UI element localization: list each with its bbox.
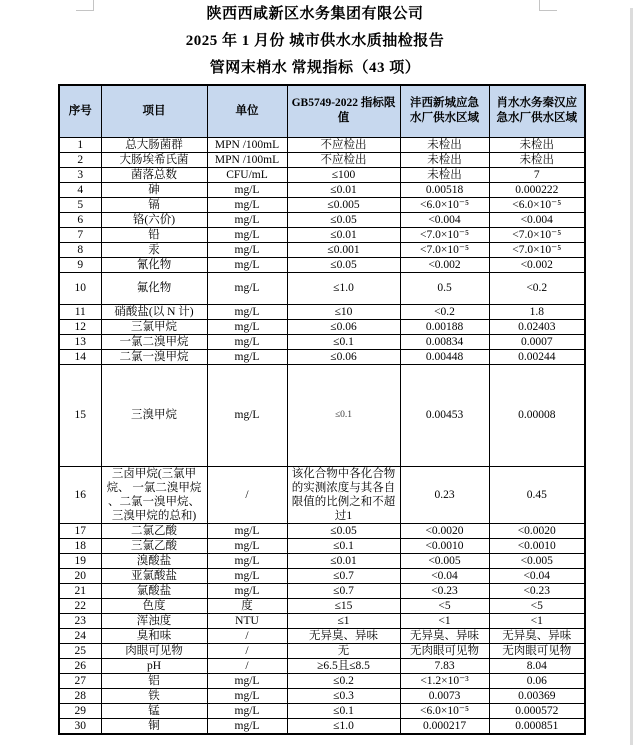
cell-fengxi-result: 未检出: [400, 167, 489, 182]
cell-fengxi-result: 0.0073: [400, 688, 489, 703]
cell-qinhan-result: 0.000222: [489, 182, 585, 197]
cell-parameter-name: 总大肠菌群: [101, 137, 207, 152]
table-row: [59, 182, 585, 197]
cell-qinhan-result: <1: [489, 613, 585, 628]
cell-parameter-name: 三氯甲烷: [101, 319, 207, 334]
column-header-limit: GB5749-2022 指标限值: [287, 85, 400, 137]
cell-qinhan-result: <0.005: [489, 553, 585, 568]
table-row: [59, 613, 585, 628]
cell-fengxi-result: <0.002: [400, 257, 489, 272]
cell-fengxi-result: 无异臭、异味: [400, 628, 489, 643]
table-row: [59, 568, 585, 583]
cell-serial-number: 25: [59, 643, 101, 658]
cell-serial-number: 18: [59, 538, 101, 553]
document-header: [0, 6, 630, 87]
column-header-fengxi-plant: 沣西新城应急水厂供水区域: [400, 85, 489, 137]
cell-limit-value: ≤0.2: [287, 673, 400, 688]
cell-serial-number: 5: [59, 197, 101, 212]
cell-serial-number: 2: [59, 152, 101, 167]
cell-limit-value: ≤0.001: [287, 242, 400, 257]
cell-qinhan-result: <0.0020: [489, 523, 585, 538]
cell-fengxi-result: 0.00448: [400, 349, 489, 364]
cell-unit: mg/L: [207, 334, 287, 349]
cell-parameter-name: 硝酸盐(以 N 计): [101, 304, 207, 319]
cell-serial-number: 4: [59, 182, 101, 197]
cell-serial-number: 21: [59, 583, 101, 598]
cell-parameter-name: 三氯乙酸: [101, 538, 207, 553]
table-row: [59, 152, 585, 167]
cell-parameter-name: 浑浊度: [101, 613, 207, 628]
cell-serial-number: 24: [59, 628, 101, 643]
table-row: [59, 319, 585, 334]
table-row: [59, 523, 585, 538]
water-quality-table: [58, 84, 586, 735]
cell-fengxi-result: <1: [400, 613, 489, 628]
cell-limit-value: ≤15: [287, 598, 400, 613]
table-row: [59, 257, 585, 272]
cell-qinhan-result: 无异臭、异味: [489, 628, 585, 643]
table-row: [59, 272, 585, 304]
cell-limit-value: ≤0.1: [287, 703, 400, 718]
cell-fengxi-result: 未检出: [400, 137, 489, 152]
cell-limit-value: ≤100: [287, 167, 400, 182]
cell-unit: MPN /100mL: [207, 137, 287, 152]
cell-serial-number: 22: [59, 598, 101, 613]
cell-serial-number: 27: [59, 673, 101, 688]
cell-qinhan-result: <5: [489, 598, 585, 613]
company-title: 陕西西咸新区水务集团有限公司: [206, 6, 424, 22]
cell-qinhan-result: 0.00244: [489, 349, 585, 364]
cell-limit-value: 无: [287, 643, 400, 658]
cell-fengxi-result: 0.00834: [400, 334, 489, 349]
column-header-no: 序号: [59, 85, 101, 137]
cell-unit: CFU/mL: [207, 167, 287, 182]
cell-serial-number: 10: [59, 272, 101, 304]
table-row: [59, 197, 585, 212]
table-row: [59, 137, 585, 152]
cell-fengxi-result: <0.004: [400, 212, 489, 227]
cell-unit: mg/L: [207, 583, 287, 598]
cell-fengxi-result: <7.0×10⁻⁵: [400, 242, 489, 257]
table-row: [59, 349, 585, 364]
cell-limit-value: ≤0.06: [287, 319, 400, 334]
cell-qinhan-result: 未检出: [489, 137, 585, 152]
cell-qinhan-result: 0.45: [489, 466, 585, 523]
cell-parameter-name: 大肠埃希氏菌: [101, 152, 207, 167]
cell-serial-number: 6: [59, 212, 101, 227]
cell-qinhan-result: 0.00008: [489, 364, 585, 466]
cell-parameter-name: 菌落总数: [101, 167, 207, 182]
section-title: 管网末梢水 常规指标（43 项）: [209, 60, 421, 76]
column-header-item: 项目: [101, 85, 207, 137]
cell-parameter-name: 溴酸盐: [101, 553, 207, 568]
cell-unit: 度: [207, 598, 287, 613]
table-row: [59, 364, 585, 466]
cell-fengxi-result: <0.04: [400, 568, 489, 583]
cell-parameter-name: 锰: [101, 703, 207, 718]
cell-fengxi-result: 0.00188: [400, 319, 489, 334]
cell-serial-number: 20: [59, 568, 101, 583]
table-row: [59, 538, 585, 553]
cell-fengxi-result: 未检出: [400, 152, 489, 167]
cell-fengxi-result: <0.0010: [400, 538, 489, 553]
cell-limit-value: ≤0.05: [287, 257, 400, 272]
cell-qinhan-result: <0.04: [489, 568, 585, 583]
cell-limit-value: 不应检出: [287, 152, 400, 167]
cell-unit: mg/L: [207, 688, 287, 703]
table-row: [59, 703, 585, 718]
cell-serial-number: 9: [59, 257, 101, 272]
cell-qinhan-result: <7.0×10⁻⁵: [489, 242, 585, 257]
cell-qinhan-result: <0.23: [489, 583, 585, 598]
table-row: [59, 643, 585, 658]
cell-fengxi-result: 0.5: [400, 272, 489, 304]
page-edge: [630, 8, 633, 745]
cell-limit-value: ≤0.7: [287, 568, 400, 583]
cell-unit: mg/L: [207, 319, 287, 334]
cell-qinhan-result: 0.06: [489, 673, 585, 688]
cell-parameter-name: 铅: [101, 227, 207, 242]
cell-serial-number: 23: [59, 613, 101, 628]
cell-unit: /: [207, 658, 287, 673]
table-body: [59, 137, 585, 734]
cell-parameter-name: 色度: [101, 598, 207, 613]
cell-serial-number: 29: [59, 703, 101, 718]
cell-limit-value: ≤0.7: [287, 583, 400, 598]
cell-parameter-name: pH: [101, 658, 207, 673]
cell-limit-value: ≤0.1: [287, 334, 400, 349]
table-row: [59, 212, 585, 227]
cell-unit: mg/L: [207, 553, 287, 568]
cell-parameter-name: 二氯一溴甲烷: [101, 349, 207, 364]
cell-qinhan-result: <6.0×10⁻⁵: [489, 197, 585, 212]
cell-fengxi-result: <7.0×10⁻⁵: [400, 227, 489, 242]
table-header: [59, 85, 585, 137]
cell-serial-number: 11: [59, 304, 101, 319]
cell-serial-number: 14: [59, 349, 101, 364]
cell-qinhan-result: 0.000572: [489, 703, 585, 718]
cell-qinhan-result: 0.02403: [489, 319, 585, 334]
cell-serial-number: 16: [59, 466, 101, 523]
cell-parameter-name: 三溴甲烷: [101, 364, 207, 466]
cell-fengxi-result: 0.000217: [400, 718, 489, 734]
cell-fengxi-result: 0.23: [400, 466, 489, 523]
cell-limit-value: ≤1.0: [287, 272, 400, 304]
cell-limit-value: ≥6.5且≤8.5: [287, 658, 400, 673]
cell-fengxi-result: <0.005: [400, 553, 489, 568]
cell-unit: mg/L: [207, 197, 287, 212]
table-row: [59, 167, 585, 182]
cell-parameter-name: 二氯乙酸: [101, 523, 207, 538]
cell-unit: mg/L: [207, 673, 287, 688]
cell-qinhan-result: <0.2: [489, 272, 585, 304]
cell-fengxi-result: 7.83: [400, 658, 489, 673]
cell-serial-number: 28: [59, 688, 101, 703]
cell-limit-value: 该化合物中各化合物的实测浓度与其各自限值的比例之和不超过1: [287, 466, 400, 523]
cell-fengxi-result: <1.2×10⁻³: [400, 673, 489, 688]
cell-qinhan-result: 0.000851: [489, 718, 585, 734]
table-row: [59, 242, 585, 257]
column-header-unit: 单位: [207, 85, 287, 137]
cell-fengxi-result: <0.23: [400, 583, 489, 598]
cell-serial-number: 19: [59, 553, 101, 568]
table-row: [59, 658, 585, 673]
cell-parameter-name: 亚氯酸盐: [101, 568, 207, 583]
cell-qinhan-result: 1.8: [489, 304, 585, 319]
cell-unit: /: [207, 643, 287, 658]
table-row: [59, 304, 585, 319]
cell-qinhan-result: <0.004: [489, 212, 585, 227]
cell-parameter-name: 铁: [101, 688, 207, 703]
cell-qinhan-result: 7: [489, 167, 585, 182]
cell-serial-number: 13: [59, 334, 101, 349]
cell-unit: mg/L: [207, 227, 287, 242]
cell-fengxi-result: <6.0×10⁻⁵: [400, 703, 489, 718]
cell-fengxi-result: <5: [400, 598, 489, 613]
cell-limit-value: ≤0.01: [287, 553, 400, 568]
cell-fengxi-result: 无肉眼可见物: [400, 643, 489, 658]
report-title: 2025 年 1 月份 城市供水水质抽检报告: [185, 33, 445, 49]
cell-unit: NTU: [207, 613, 287, 628]
cell-limit-value: ≤0.01: [287, 182, 400, 197]
cell-limit-value: 不应检出: [287, 137, 400, 152]
column-header-qinhan-plant: 肖水水务秦汉应急水厂供水区域: [489, 85, 585, 137]
cell-parameter-name: 臭和味: [101, 628, 207, 643]
cell-qinhan-result: 未检出: [489, 152, 585, 167]
cell-qinhan-result: <7.0×10⁻⁵: [489, 227, 585, 242]
table-row: [59, 688, 585, 703]
table-row: [59, 334, 585, 349]
cell-parameter-name: 氟化物: [101, 272, 207, 304]
cell-fengxi-result: <0.2: [400, 304, 489, 319]
cell-serial-number: 7: [59, 227, 101, 242]
cell-unit: mg/L: [207, 364, 287, 466]
cell-unit: /: [207, 628, 287, 643]
cell-unit: mg/L: [207, 272, 287, 304]
cell-parameter-name: 肉眼可见物: [101, 643, 207, 658]
cell-limit-value: ≤0.005: [287, 197, 400, 212]
cell-unit: mg/L: [207, 242, 287, 257]
cell-limit-value: ≤0.1: [287, 364, 400, 466]
cell-unit: mg/L: [207, 182, 287, 197]
cell-unit: mg/L: [207, 349, 287, 364]
cell-qinhan-result: 0.0007: [489, 334, 585, 349]
cell-parameter-name: 汞: [101, 242, 207, 257]
cell-parameter-name: 铝: [101, 673, 207, 688]
table-row: [59, 466, 585, 523]
cell-qinhan-result: <0.0010: [489, 538, 585, 553]
table-row: [59, 628, 585, 643]
cell-limit-value: ≤0.3: [287, 688, 400, 703]
table-row: [59, 718, 585, 734]
cell-limit-value: ≤1.0: [287, 718, 400, 734]
cell-fengxi-result: 0.00453: [400, 364, 489, 466]
cell-unit: mg/L: [207, 703, 287, 718]
cell-limit-value: ≤0.01: [287, 227, 400, 242]
cell-fengxi-result: <6.0×10⁻⁵: [400, 197, 489, 212]
cell-fengxi-result: <0.0020: [400, 523, 489, 538]
cell-unit: mg/L: [207, 538, 287, 553]
table-row: [59, 583, 585, 598]
table-row: [59, 673, 585, 688]
cell-parameter-name: 氯酸盐: [101, 583, 207, 598]
cell-unit: mg/L: [207, 523, 287, 538]
cell-unit: mg/L: [207, 718, 287, 734]
cell-serial-number: 3: [59, 167, 101, 182]
cell-limit-value: ≤0.06: [287, 349, 400, 364]
cell-fengxi-result: 0.00518: [400, 182, 489, 197]
cell-qinhan-result: 无肉眼可见物: [489, 643, 585, 658]
cell-unit: mg/L: [207, 568, 287, 583]
cell-limit-value: 无异臭、异味: [287, 628, 400, 643]
cell-parameter-name: 镉: [101, 197, 207, 212]
cell-serial-number: 17: [59, 523, 101, 538]
cell-unit: mg/L: [207, 257, 287, 272]
cell-parameter-name: 铜: [101, 718, 207, 734]
table-row: [59, 598, 585, 613]
cell-serial-number: 12: [59, 319, 101, 334]
cell-serial-number: 26: [59, 658, 101, 673]
table-row: [59, 553, 585, 568]
cell-serial-number: 8: [59, 242, 101, 257]
cell-qinhan-result: 0.00369: [489, 688, 585, 703]
cell-qinhan-result: <0.002: [489, 257, 585, 272]
cell-serial-number: 30: [59, 718, 101, 734]
cell-parameter-name: 铬(六价): [101, 212, 207, 227]
cell-limit-value: ≤1: [287, 613, 400, 628]
cell-serial-number: 15: [59, 364, 101, 466]
cell-limit-value: ≤0.1: [287, 538, 400, 553]
cell-limit-value: ≤0.05: [287, 212, 400, 227]
cell-unit: MPN /100mL: [207, 152, 287, 167]
cell-unit: /: [207, 466, 287, 523]
cell-serial-number: 1: [59, 137, 101, 152]
cell-qinhan-result: 8.04: [489, 658, 585, 673]
cell-parameter-name: 砷: [101, 182, 207, 197]
cell-unit: mg/L: [207, 212, 287, 227]
cell-limit-value: ≤10: [287, 304, 400, 319]
cell-parameter-name: 三卤甲烷(三氯甲烷、 一氯二溴甲烷 、二氯一溴甲烷、三溴甲烷的总和): [101, 466, 207, 523]
table-row: [59, 227, 585, 242]
table-header-row: [59, 85, 585, 137]
cell-parameter-name: 一氯二溴甲烷: [101, 334, 207, 349]
cell-parameter-name: 氰化物: [101, 257, 207, 272]
cell-unit: mg/L: [207, 304, 287, 319]
cell-limit-value: ≤0.05: [287, 523, 400, 538]
